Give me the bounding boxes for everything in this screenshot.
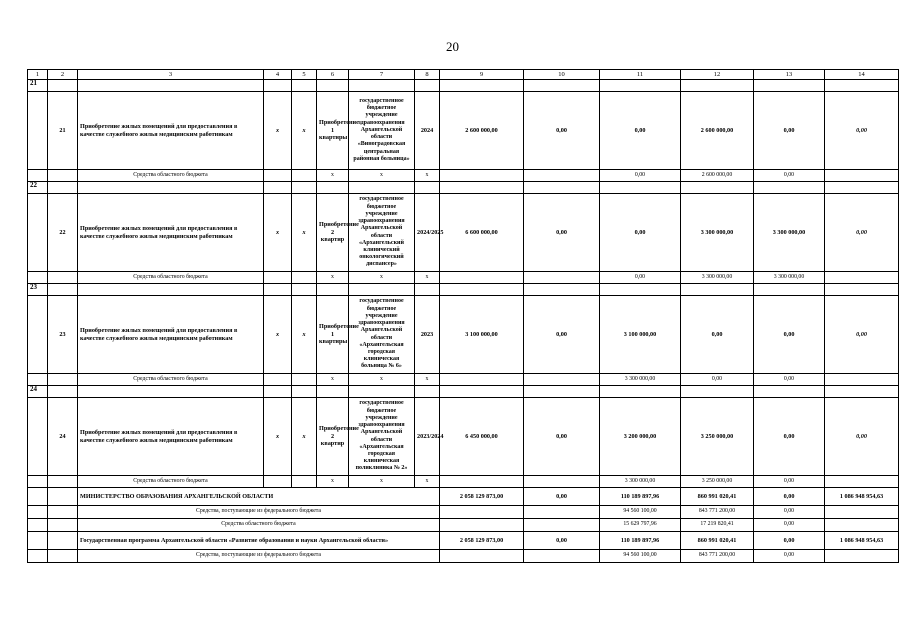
table-cell bbox=[825, 550, 899, 563]
table-cell bbox=[292, 476, 317, 488]
table-cell bbox=[681, 80, 754, 92]
source-row bbox=[28, 476, 899, 488]
table-cell bbox=[349, 284, 415, 296]
page-number: 20 bbox=[446, 39, 459, 54]
table-cell: 3 300 000,00 bbox=[681, 272, 754, 284]
table-cell bbox=[524, 476, 600, 488]
total-row bbox=[28, 532, 899, 550]
project-number-row bbox=[28, 284, 899, 296]
table-cell: Средства областного бюджета bbox=[78, 374, 264, 386]
table-cell: х bbox=[292, 194, 317, 272]
table-cell bbox=[78, 386, 264, 398]
table-cell: х bbox=[349, 374, 415, 386]
table-cell bbox=[524, 272, 600, 284]
budget-table bbox=[27, 69, 899, 563]
header-cell: 1 bbox=[28, 70, 48, 80]
table-cell: 0,00 bbox=[754, 488, 825, 506]
table-cell: 2 058 129 873,00 bbox=[440, 532, 524, 550]
header-cell: 6 bbox=[317, 70, 349, 80]
table-cell bbox=[440, 476, 524, 488]
total-source-row bbox=[28, 550, 899, 563]
table-cell bbox=[440, 519, 524, 532]
table-cell bbox=[440, 550, 524, 563]
table-cell bbox=[600, 182, 681, 194]
table-cell bbox=[681, 284, 754, 296]
table-cell: Приобретение жилых помещений для предоставления в качестве служебного жилья медицинским работникам bbox=[78, 296, 264, 374]
table-cell: 1 086 948 954,63 bbox=[825, 488, 899, 506]
table-cell bbox=[78, 182, 264, 194]
table-cell: 0,00 bbox=[754, 374, 825, 386]
table-cell: Приобретение 1 квартиры bbox=[317, 92, 349, 170]
table-cell bbox=[28, 272, 48, 284]
table-cell bbox=[48, 506, 78, 519]
table-cell bbox=[48, 182, 78, 194]
table-cell: 0,00 bbox=[754, 506, 825, 519]
project-number-row bbox=[28, 80, 899, 92]
total-source-row bbox=[28, 519, 899, 532]
table-cell: 3 250 000,00 bbox=[681, 398, 754, 476]
table-cell: х bbox=[292, 92, 317, 170]
table-cell bbox=[292, 80, 317, 92]
table-cell bbox=[349, 386, 415, 398]
table-cell bbox=[292, 170, 317, 182]
table-cell bbox=[440, 170, 524, 182]
table-cell: 94 560 100,00 bbox=[600, 550, 681, 563]
source-row bbox=[28, 272, 899, 284]
project-row bbox=[28, 92, 899, 170]
table-cell: 0,00 bbox=[754, 296, 825, 374]
table-cell bbox=[524, 506, 600, 519]
table-cell bbox=[28, 374, 48, 386]
table-cell bbox=[48, 488, 78, 506]
table-cell bbox=[264, 170, 292, 182]
table-cell: 3 100 000,00 bbox=[600, 296, 681, 374]
table-cell: 3 200 000,00 bbox=[600, 398, 681, 476]
table-cell: 2023/2024 bbox=[415, 398, 440, 476]
table-cell: 0,00 bbox=[754, 550, 825, 563]
table-cell: 0,00 bbox=[825, 194, 899, 272]
project-row bbox=[28, 398, 899, 476]
table-cell bbox=[48, 386, 78, 398]
table-cell bbox=[754, 182, 825, 194]
row-number: 22 bbox=[28, 182, 48, 194]
table-cell: х bbox=[349, 170, 415, 182]
table-cell: х bbox=[349, 476, 415, 488]
table-cell: 2023 bbox=[415, 296, 440, 374]
table-cell: государственное бюджетное учреждение здравоохранения Архангельской области «Архангельская городская клиническая больница № 6» bbox=[349, 296, 415, 374]
table-cell: 0,00 bbox=[524, 532, 600, 550]
table-cell bbox=[825, 272, 899, 284]
table-cell: 2 058 129 873,00 bbox=[440, 488, 524, 506]
table-cell: 0,00 bbox=[754, 532, 825, 550]
table-cell bbox=[28, 488, 48, 506]
table-cell: 0,00 bbox=[600, 170, 681, 182]
table-cell: Государственная программа Архангельской области «Развитие образования и науки Архангельской области» bbox=[78, 532, 440, 550]
table-cell: 0,00 bbox=[754, 170, 825, 182]
table-cell bbox=[440, 386, 524, 398]
table-cell: 860 991 020,41 bbox=[681, 488, 754, 506]
header-cell: 11 bbox=[600, 70, 681, 80]
table-cell bbox=[600, 386, 681, 398]
table-cell: 3 300 000,00 bbox=[754, 272, 825, 284]
table-cell: 2 600 000,00 bbox=[440, 92, 524, 170]
table-cell: 860 991 020,41 bbox=[681, 532, 754, 550]
table-cell bbox=[48, 532, 78, 550]
header-cell: 13 bbox=[754, 70, 825, 80]
table-cell: Средства областного бюджета bbox=[78, 476, 264, 488]
table-cell: 0,00 bbox=[825, 92, 899, 170]
table-cell: 0,00 bbox=[524, 488, 600, 506]
table-cell bbox=[292, 284, 317, 296]
table-cell bbox=[264, 272, 292, 284]
table-cell bbox=[264, 374, 292, 386]
table-cell: 2 600 000,00 bbox=[681, 170, 754, 182]
table-cell: х bbox=[264, 92, 292, 170]
project-number-row bbox=[28, 386, 899, 398]
header-row bbox=[28, 70, 899, 80]
table-cell bbox=[28, 506, 48, 519]
table-cell: Приобретение жилых помещений для предоставления в качестве служебного жилья медицинским работникам bbox=[78, 398, 264, 476]
table-cell: 0,00 bbox=[524, 296, 600, 374]
table-cell: 0,00 bbox=[825, 296, 899, 374]
table-cell: х bbox=[292, 296, 317, 374]
table-cell bbox=[48, 284, 78, 296]
table-cell bbox=[524, 519, 600, 532]
table-cell: Средства областного бюджета bbox=[78, 272, 264, 284]
table-cell: 23 bbox=[48, 296, 78, 374]
table-cell bbox=[317, 80, 349, 92]
table-cell bbox=[48, 374, 78, 386]
table-cell: Средства, поступающие из федерального бюджета bbox=[78, 550, 440, 563]
table-cell: 3 300 000,00 bbox=[600, 476, 681, 488]
table-cell bbox=[524, 170, 600, 182]
table-cell bbox=[440, 272, 524, 284]
header-cell: 8 bbox=[415, 70, 440, 80]
table-cell bbox=[292, 386, 317, 398]
table-cell: 110 189 897,96 bbox=[600, 488, 681, 506]
table-cell: 0,00 bbox=[754, 519, 825, 532]
table-cell bbox=[440, 374, 524, 386]
table-cell bbox=[524, 182, 600, 194]
table-cell: х bbox=[317, 272, 349, 284]
table-cell: 0,00 bbox=[754, 398, 825, 476]
table-cell: 2024/2025 bbox=[415, 194, 440, 272]
header-cell: 10 bbox=[524, 70, 600, 80]
table-cell bbox=[754, 80, 825, 92]
total-row bbox=[28, 488, 899, 506]
table-cell bbox=[264, 80, 292, 92]
table-cell: 843 771 200,00 bbox=[681, 550, 754, 563]
table-cell: 0,00 bbox=[524, 92, 600, 170]
table-cell: х bbox=[349, 272, 415, 284]
table-cell bbox=[78, 284, 264, 296]
header-cell: 7 bbox=[349, 70, 415, 80]
table-cell: 2 600 000,00 bbox=[681, 92, 754, 170]
table-cell: 0,00 bbox=[600, 272, 681, 284]
table-cell: Средства, поступающие из федерального бюджета bbox=[78, 506, 440, 519]
table-cell: 15 629 797,96 bbox=[600, 519, 681, 532]
table-cell: х bbox=[317, 374, 349, 386]
table-cell bbox=[415, 284, 440, 296]
table-cell bbox=[825, 284, 899, 296]
table-cell: 0,00 bbox=[681, 374, 754, 386]
table-cell: 843 771 200,00 bbox=[681, 506, 754, 519]
table-cell bbox=[28, 194, 48, 272]
table-cell bbox=[825, 170, 899, 182]
table-cell bbox=[78, 80, 264, 92]
table-cell: 6 450 000,00 bbox=[440, 398, 524, 476]
table-cell: 0,00 bbox=[825, 398, 899, 476]
table-cell: х bbox=[415, 374, 440, 386]
table-cell: Приобретение 2 квартир bbox=[317, 398, 349, 476]
table-cell bbox=[292, 182, 317, 194]
table-cell bbox=[264, 284, 292, 296]
table-cell bbox=[48, 519, 78, 532]
table-cell bbox=[524, 80, 600, 92]
table-cell bbox=[825, 506, 899, 519]
table-cell: 1 086 948 954,63 bbox=[825, 532, 899, 550]
table-cell bbox=[754, 284, 825, 296]
table-cell: 3 100 000,00 bbox=[440, 296, 524, 374]
table-cell bbox=[600, 80, 681, 92]
table-cell: 94 560 100,00 bbox=[600, 506, 681, 519]
table-cell: Приобретение жилых помещений для предоставления в качестве служебного жилья медицинским работникам bbox=[78, 194, 264, 272]
table-cell bbox=[825, 519, 899, 532]
table-cell bbox=[825, 386, 899, 398]
table-cell: 3 300 000,00 bbox=[600, 374, 681, 386]
header-cell: 3 bbox=[78, 70, 264, 80]
table-cell bbox=[415, 182, 440, 194]
table-cell: Приобретение 1 квартиры bbox=[317, 296, 349, 374]
table-cell: 0,00 bbox=[754, 476, 825, 488]
table-cell: 3 300 000,00 bbox=[754, 194, 825, 272]
source-row bbox=[28, 374, 899, 386]
table-cell bbox=[48, 80, 78, 92]
table-cell bbox=[415, 80, 440, 92]
table-cell bbox=[825, 374, 899, 386]
table-cell bbox=[524, 550, 600, 563]
table-cell: х bbox=[292, 398, 317, 476]
table-cell bbox=[440, 506, 524, 519]
table-cell bbox=[600, 284, 681, 296]
table-cell: Приобретение 2 квартир bbox=[317, 194, 349, 272]
table-cell bbox=[440, 182, 524, 194]
table-cell bbox=[264, 476, 292, 488]
table-cell bbox=[524, 386, 600, 398]
table-cell: 6 600 000,00 bbox=[440, 194, 524, 272]
table-cell bbox=[524, 284, 600, 296]
project-number-row bbox=[28, 182, 899, 194]
table-cell bbox=[349, 80, 415, 92]
row-number: 24 bbox=[28, 386, 48, 398]
table-cell: х bbox=[317, 476, 349, 488]
table-cell: 0,00 bbox=[524, 194, 600, 272]
table-cell: 22 bbox=[48, 194, 78, 272]
table-cell bbox=[681, 386, 754, 398]
table-cell bbox=[264, 386, 292, 398]
table-cell: х bbox=[264, 398, 292, 476]
table-cell bbox=[28, 476, 48, 488]
project-row bbox=[28, 194, 899, 272]
table-cell: Приобретение жилых помещений для предоставления в качестве служебного жилья медицинским работникам bbox=[78, 92, 264, 170]
table-cell bbox=[48, 272, 78, 284]
header-cell: 12 bbox=[681, 70, 754, 80]
table-cell: 3 300 000,00 bbox=[681, 194, 754, 272]
table-cell bbox=[48, 170, 78, 182]
table-cell: 0,00 bbox=[754, 92, 825, 170]
table-cell: 17 219 820,41 bbox=[681, 519, 754, 532]
table-cell bbox=[825, 80, 899, 92]
table-cell: Средства областного бюджета bbox=[78, 519, 440, 532]
table-cell bbox=[825, 182, 899, 194]
table-cell bbox=[292, 272, 317, 284]
table-cell bbox=[292, 374, 317, 386]
table-cell: 21 bbox=[48, 92, 78, 170]
table-cell: х bbox=[415, 170, 440, 182]
table-cell: государственное бюджетное учреждение здравоохранения Архангельской области «Архангельский клинический онкологический диспансер» bbox=[349, 194, 415, 272]
table-cell: 0,00 bbox=[600, 194, 681, 272]
table-cell: 110 189 897,96 bbox=[600, 532, 681, 550]
table-cell bbox=[48, 476, 78, 488]
table-cell bbox=[440, 80, 524, 92]
table-cell bbox=[317, 386, 349, 398]
table-cell bbox=[48, 550, 78, 563]
table-cell bbox=[28, 296, 48, 374]
table-cell: х bbox=[317, 170, 349, 182]
total-source-row bbox=[28, 506, 899, 519]
table-cell bbox=[415, 386, 440, 398]
table-cell bbox=[28, 519, 48, 532]
table-cell bbox=[28, 170, 48, 182]
table-cell bbox=[317, 284, 349, 296]
table-cell: государственное бюджетное учреждение здравоохранения Архангельской области «Архангельская городская клиническая поликлиника № 2» bbox=[349, 398, 415, 476]
table-cell bbox=[317, 182, 349, 194]
source-row bbox=[28, 170, 899, 182]
header-cell: 9 bbox=[440, 70, 524, 80]
table-cell: 2024 bbox=[415, 92, 440, 170]
table-cell: 0,00 bbox=[600, 92, 681, 170]
table-cell bbox=[264, 182, 292, 194]
table-cell bbox=[28, 92, 48, 170]
row-number: 23 bbox=[28, 284, 48, 296]
table-cell bbox=[681, 182, 754, 194]
header-cell: 14 bbox=[825, 70, 899, 80]
table-cell bbox=[28, 398, 48, 476]
table-cell bbox=[349, 182, 415, 194]
table-cell: 0,00 bbox=[681, 296, 754, 374]
table-cell: х bbox=[264, 296, 292, 374]
table-cell: МИНИСТЕРСТВО ОБРАЗОВАНИЯ АРХАНГЕЛЬСКОЙ ОБЛАСТИ bbox=[78, 488, 440, 506]
project-row bbox=[28, 296, 899, 374]
table-cell: х bbox=[264, 194, 292, 272]
header-cell: 5 bbox=[292, 70, 317, 80]
table-cell bbox=[440, 284, 524, 296]
table-cell bbox=[28, 532, 48, 550]
header-cell: 4 bbox=[264, 70, 292, 80]
table-cell bbox=[524, 374, 600, 386]
table-cell: Средства областного бюджета bbox=[78, 170, 264, 182]
table-cell: 0,00 bbox=[524, 398, 600, 476]
table-cell: государственное бюджетное учреждение здравоохранения Архангельской области «Виноградовская центральная районная больница» bbox=[349, 92, 415, 170]
row-number: 21 bbox=[28, 80, 48, 92]
table-cell bbox=[28, 550, 48, 563]
table-cell bbox=[825, 476, 899, 488]
table-cell bbox=[754, 386, 825, 398]
table-cell: 3 250 000,00 bbox=[681, 476, 754, 488]
header-cell: 2 bbox=[48, 70, 78, 80]
table-cell: х bbox=[415, 476, 440, 488]
table-cell: х bbox=[415, 272, 440, 284]
table-cell: 24 bbox=[48, 398, 78, 476]
